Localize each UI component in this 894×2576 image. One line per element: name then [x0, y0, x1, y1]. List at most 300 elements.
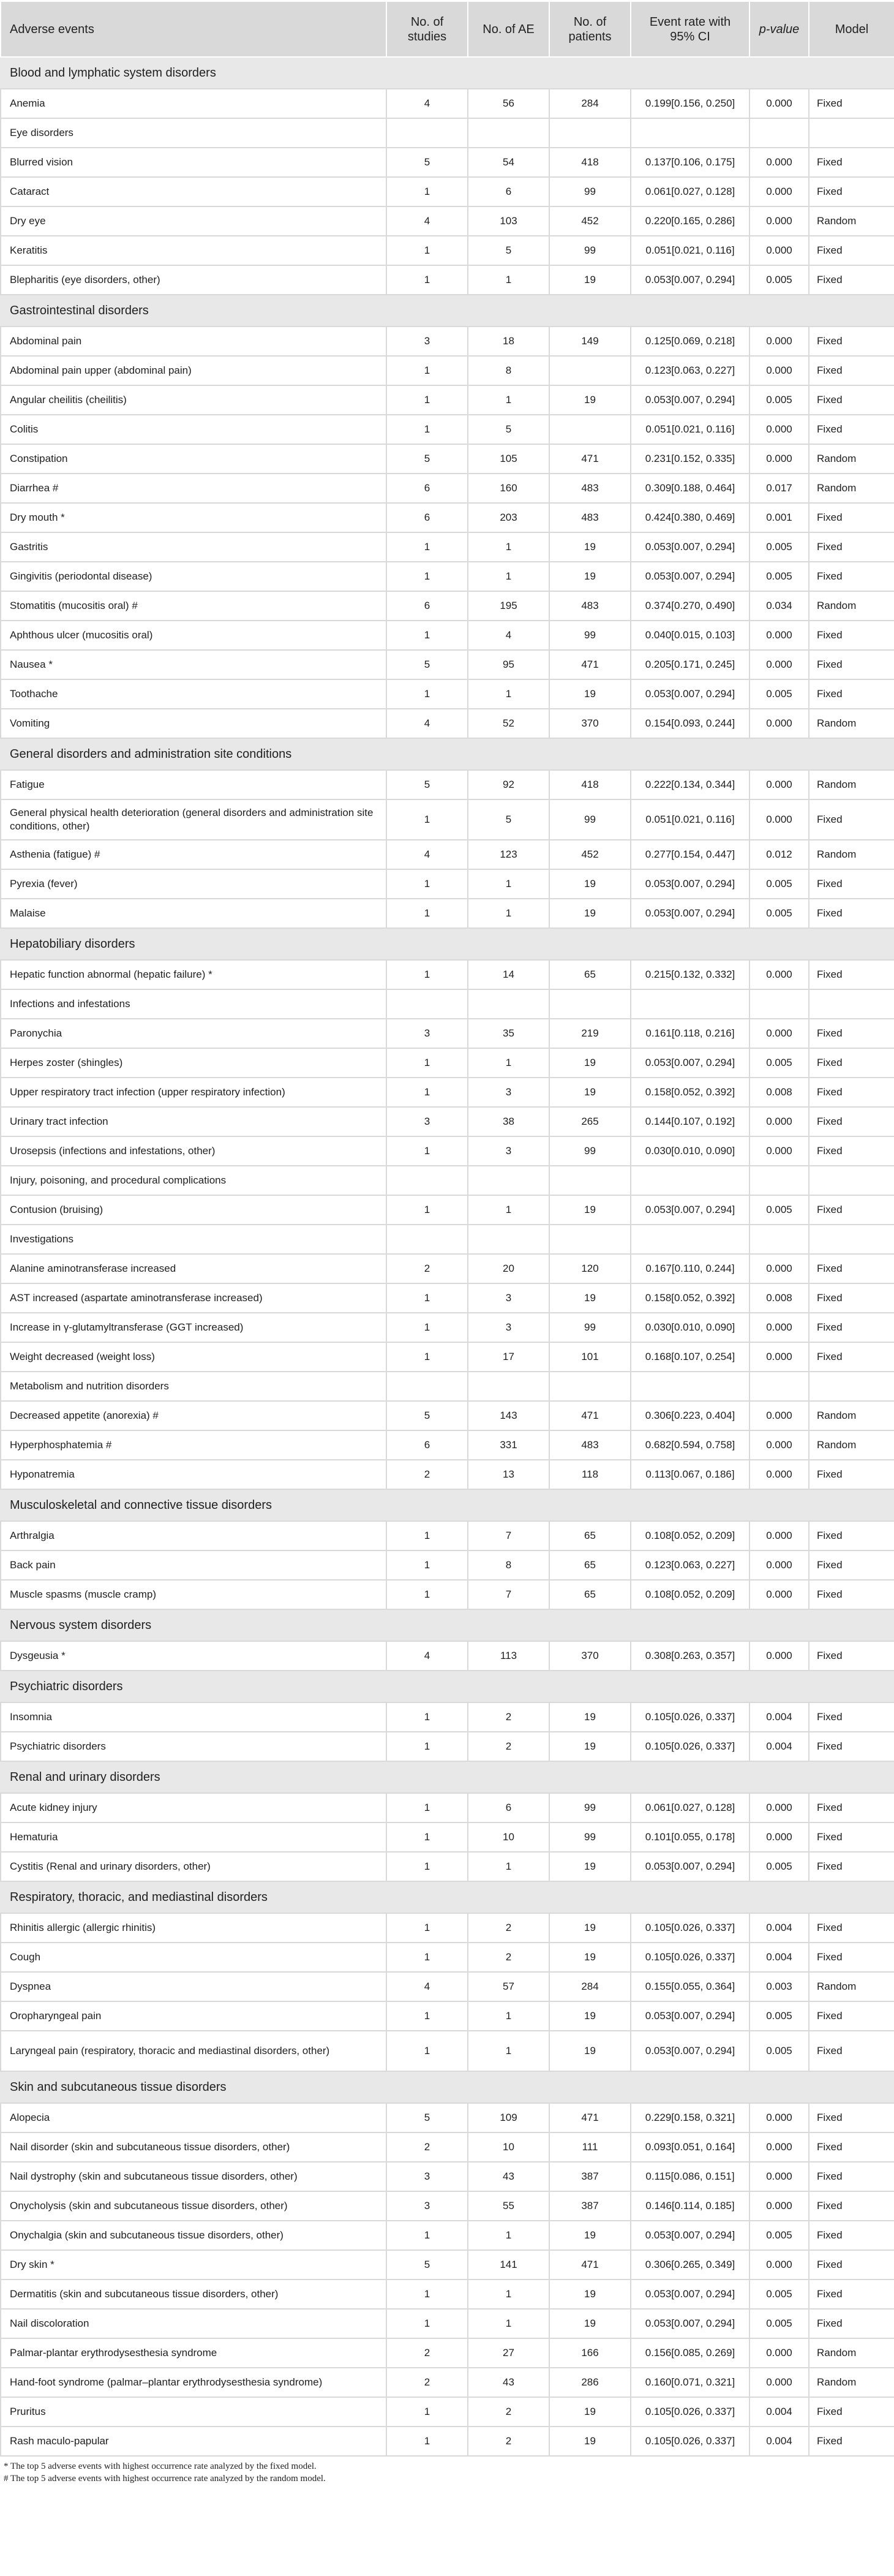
- table-row: [1, 2279, 894, 2309]
- cell-no-of-patients: 101: [549, 1342, 631, 1372]
- cell-no-of-studies: 1: [386, 1943, 468, 1972]
- cell-no-of-ae: 7: [468, 1521, 549, 1551]
- cell-p-value: 0.005: [749, 1195, 809, 1225]
- cell-adverse-event: Onycholysis (skin and subcutaneous tissue disorders, other): [1, 2191, 386, 2221]
- subcategory-label: Metabolism and nutrition disorders: [1, 1372, 386, 1401]
- cell-no-of-studies: 1: [386, 415, 468, 444]
- cell-event-rate: 0.308[0.263, 0.357]: [631, 1641, 749, 1671]
- table-row: [1, 1551, 894, 1580]
- table-row: [1, 2031, 894, 2071]
- cell-no-of-ae: 141: [468, 2250, 549, 2279]
- cell-model: Fixed: [809, 1195, 894, 1225]
- cell-p-value: 0.005: [749, 869, 809, 899]
- cell-no-of-ae: 2: [468, 1943, 549, 1972]
- cell-no-of-ae: 105: [468, 444, 549, 474]
- cell-model: Fixed: [809, 2191, 894, 2221]
- cell-adverse-event: Dry mouth *: [1, 503, 386, 532]
- cell-model: Fixed: [809, 1580, 894, 1609]
- cell-event-rate: 0.053[0.007, 0.294]: [631, 265, 749, 295]
- cell-no-of-ae: 1: [468, 1852, 549, 1881]
- cell-adverse-event: Nausea *: [1, 650, 386, 679]
- section-header-row: [1, 2071, 894, 2103]
- cell-no-of-studies: 3: [386, 327, 468, 356]
- cell-no-of-ae: 56: [468, 89, 549, 118]
- cell-no-of-ae: 2: [468, 1913, 549, 1943]
- cell-no-of-studies: 3: [386, 1019, 468, 1048]
- cell-model: Fixed: [809, 899, 894, 928]
- cell-event-rate: 0.374[0.270, 0.490]: [631, 591, 749, 621]
- cell-model: Fixed: [809, 1641, 894, 1671]
- cell-adverse-event: Abdominal pain: [1, 327, 386, 356]
- cell-adverse-event: Keratitis: [1, 236, 386, 265]
- cell-adverse-event: Hyperphosphatemia #: [1, 1430, 386, 1460]
- cell-no-of-ae: 331: [468, 1430, 549, 1460]
- cell-p-value: 0.003: [749, 1972, 809, 2001]
- footnote-fixed-model: * The top 5 adverse events with highest occurrence rate analyzed by the fixed model.: [4, 2461, 317, 2471]
- cell-no-of-patients: 19: [549, 1048, 631, 1078]
- cell-no-of-studies: 6: [386, 503, 468, 532]
- cell-event-rate: 0.061[0.027, 0.128]: [631, 177, 749, 206]
- cell-model: Random: [809, 1430, 894, 1460]
- cell-no-of-patients: 19: [549, 679, 631, 709]
- empty-cell: [631, 118, 749, 148]
- cell-no-of-studies: 1: [386, 1580, 468, 1609]
- table-row: [1, 2250, 894, 2279]
- cell-p-value: 0.000: [749, 1401, 809, 1430]
- cell-adverse-event: Onychalgia (skin and subcutaneous tissue disorders, other): [1, 2221, 386, 2250]
- cell-event-rate: 0.123[0.063, 0.227]: [631, 356, 749, 385]
- cell-model: Fixed: [809, 1702, 894, 1732]
- cell-no-of-studies: 3: [386, 1107, 468, 1136]
- cell-no-of-studies: 5: [386, 148, 468, 177]
- cell-model: Fixed: [809, 799, 894, 840]
- cell-model: Fixed: [809, 148, 894, 177]
- cell-no-of-patients: 19: [549, 2309, 631, 2338]
- cell-event-rate: 0.306[0.265, 0.349]: [631, 2250, 749, 2279]
- table-row: [1, 356, 894, 385]
- cell-no-of-patients: 387: [549, 2162, 631, 2191]
- table-row: [1, 1702, 894, 1732]
- cell-adverse-event: Urosepsis (infections and infestations, other): [1, 1136, 386, 1166]
- cell-event-rate: 0.053[0.007, 0.294]: [631, 899, 749, 928]
- cell-no-of-ae: 1: [468, 265, 549, 295]
- cell-event-rate: 0.053[0.007, 0.294]: [631, 869, 749, 899]
- cell-event-rate: 0.051[0.021, 0.116]: [631, 236, 749, 265]
- cell-no-of-patients: 19: [549, 869, 631, 899]
- cell-p-value: 0.005: [749, 385, 809, 415]
- cell-no-of-ae: 1: [468, 1195, 549, 1225]
- cell-no-of-ae: 2: [468, 1702, 549, 1732]
- empty-cell: [631, 1166, 749, 1195]
- cell-adverse-event: Dermatitis (skin and subcutaneous tissue disorders, other): [1, 2279, 386, 2309]
- cell-event-rate: 0.155[0.055, 0.364]: [631, 1972, 749, 2001]
- cell-event-rate: 0.053[0.007, 0.294]: [631, 385, 749, 415]
- cell-no-of-patients: 65: [549, 1580, 631, 1609]
- cell-event-rate: 0.215[0.132, 0.332]: [631, 960, 749, 989]
- cell-model: Fixed: [809, 1254, 894, 1283]
- cell-no-of-patients: 65: [549, 960, 631, 989]
- cell-no-of-patients: 483: [549, 503, 631, 532]
- cell-no-of-ae: 1: [468, 2279, 549, 2309]
- cell-adverse-event: Laryngeal pain (respiratory, thoracic and mediastinal disorders, other): [1, 2031, 386, 2071]
- table-row: [1, 1460, 894, 1489]
- table-row: [1, 2132, 894, 2162]
- cell-model: Fixed: [809, 1852, 894, 1881]
- cell-event-rate: 0.113[0.067, 0.186]: [631, 1460, 749, 1489]
- cell-p-value: 0.004: [749, 1702, 809, 1732]
- cell-p-value: 0.005: [749, 1048, 809, 1078]
- cell-no-of-patients: [549, 356, 631, 385]
- cell-event-rate: 0.682[0.594, 0.758]: [631, 1430, 749, 1460]
- cell-p-value: 0.005: [749, 2001, 809, 2031]
- cell-model: Fixed: [809, 503, 894, 532]
- section-header-label: Psychiatric disorders: [1, 1671, 894, 1702]
- cell-p-value: 0.000: [749, 770, 809, 799]
- cell-p-value: 0.005: [749, 679, 809, 709]
- cell-no-of-studies: 1: [386, 1342, 468, 1372]
- empty-cell: [549, 1372, 631, 1401]
- table-row: [1, 709, 894, 738]
- cell-no-of-studies: 5: [386, 2250, 468, 2279]
- cell-no-of-patients: 99: [549, 799, 631, 840]
- cell-no-of-studies: 1: [386, 899, 468, 928]
- table-row: [1, 1580, 894, 1609]
- cell-no-of-ae: 3: [468, 1313, 549, 1342]
- cell-adverse-event: Nail dystrophy (skin and subcutaneous tissue disorders, other): [1, 2162, 386, 2191]
- cell-model: Fixed: [809, 869, 894, 899]
- cell-adverse-event: Nail discoloration: [1, 2309, 386, 2338]
- cell-p-value: 0.005: [749, 532, 809, 562]
- cell-event-rate: 0.144[0.107, 0.192]: [631, 1107, 749, 1136]
- cell-p-value: 0.000: [749, 356, 809, 385]
- table-row: [1, 1793, 894, 1822]
- cell-event-rate: 0.061[0.027, 0.128]: [631, 1793, 749, 1822]
- cell-adverse-event: Malaise: [1, 899, 386, 928]
- subcategory-label: Investigations: [1, 1225, 386, 1254]
- cell-adverse-event: Nail disorder (skin and subcutaneous tissue disorders, other): [1, 2132, 386, 2162]
- cell-no-of-studies: 1: [386, 2031, 468, 2071]
- cell-p-value: 0.000: [749, 2103, 809, 2132]
- cell-event-rate: 0.231[0.152, 0.335]: [631, 444, 749, 474]
- cell-model: Fixed: [809, 1342, 894, 1372]
- cell-event-rate: 0.051[0.021, 0.116]: [631, 799, 749, 840]
- cell-p-value: 0.004: [749, 1732, 809, 1761]
- cell-no-of-patients: 471: [549, 2103, 631, 2132]
- cell-adverse-event: Pyrexia (fever): [1, 869, 386, 899]
- section-header-label: Blood and lymphatic system disorders: [1, 57, 894, 89]
- cell-adverse-event: Cough: [1, 1943, 386, 1972]
- cell-event-rate: 0.105[0.026, 0.337]: [631, 2427, 749, 2456]
- empty-cell: [809, 118, 894, 148]
- empty-cell: [468, 1372, 549, 1401]
- cell-model: Random: [809, 840, 894, 869]
- cell-no-of-patients: 19: [549, 265, 631, 295]
- cell-adverse-event: Arthralgia: [1, 1521, 386, 1551]
- cell-model: Fixed: [809, 1313, 894, 1342]
- cell-event-rate: 0.105[0.026, 0.337]: [631, 1732, 749, 1761]
- empty-cell: [386, 989, 468, 1019]
- cell-p-value: 0.000: [749, 2338, 809, 2368]
- cell-no-of-studies: 1: [386, 1852, 468, 1881]
- cell-adverse-event: Aphthous ulcer (mucositis oral): [1, 621, 386, 650]
- cell-adverse-event: Weight decreased (weight loss): [1, 1342, 386, 1372]
- cell-no-of-ae: 18: [468, 327, 549, 356]
- cell-no-of-patients: 418: [549, 148, 631, 177]
- cell-no-of-ae: 1: [468, 1048, 549, 1078]
- cell-no-of-ae: 7: [468, 1580, 549, 1609]
- cell-no-of-studies: 1: [386, 679, 468, 709]
- cell-model: Fixed: [809, 650, 894, 679]
- cell-no-of-ae: 1: [468, 2001, 549, 2031]
- cell-adverse-event: Colitis: [1, 415, 386, 444]
- cell-event-rate: 0.105[0.026, 0.337]: [631, 1702, 749, 1732]
- cell-event-rate: 0.309[0.188, 0.464]: [631, 474, 749, 503]
- table-row: [1, 899, 894, 928]
- cell-no-of-patients: 19: [549, 1913, 631, 1943]
- cell-event-rate: 0.158[0.052, 0.392]: [631, 1078, 749, 1107]
- cell-p-value: 0.000: [749, 327, 809, 356]
- cell-no-of-patients: 19: [549, 2279, 631, 2309]
- cell-no-of-studies: 1: [386, 2001, 468, 2031]
- cell-no-of-patients: 19: [549, 385, 631, 415]
- cell-no-of-patients: 99: [549, 1313, 631, 1342]
- cell-p-value: 0.000: [749, 1580, 809, 1609]
- cell-no-of-ae: 55: [468, 2191, 549, 2221]
- cell-no-of-ae: 20: [468, 1254, 549, 1283]
- cell-event-rate: 0.158[0.052, 0.392]: [631, 1283, 749, 1313]
- cell-adverse-event: Oropharyngeal pain: [1, 2001, 386, 2031]
- cell-p-value: 0.000: [749, 2368, 809, 2397]
- table-row: [1, 621, 894, 650]
- empty-cell: [549, 1166, 631, 1195]
- table-row: [1, 650, 894, 679]
- cell-no-of-studies: 6: [386, 1430, 468, 1460]
- cell-adverse-event: Acute kidney injury: [1, 1793, 386, 1822]
- cell-no-of-patients: 483: [549, 1430, 631, 1460]
- cell-no-of-patients: 99: [549, 177, 631, 206]
- section-header-label: Respiratory, thoracic, and mediastinal disorders: [1, 1881, 894, 1913]
- cell-no-of-studies: 1: [386, 1913, 468, 1943]
- cell-no-of-patients: 265: [549, 1107, 631, 1136]
- section-header-label: Gastrointestinal disorders: [1, 295, 894, 327]
- cell-model: Fixed: [809, 621, 894, 650]
- cell-adverse-event: Fatigue: [1, 770, 386, 799]
- cell-adverse-event: Hepatic function abnormal (hepatic failure) *: [1, 960, 386, 989]
- cell-adverse-event: Stomatitis (mucositis oral) #: [1, 591, 386, 621]
- cell-event-rate: 0.053[0.007, 0.294]: [631, 2001, 749, 2031]
- cell-no-of-studies: 2: [386, 1254, 468, 1283]
- header-no-of-ae: No. of AE: [468, 1, 549, 57]
- cell-p-value: 0.000: [749, 236, 809, 265]
- cell-no-of-patients: 483: [549, 474, 631, 503]
- cell-p-value: 0.000: [749, 2162, 809, 2191]
- cell-adverse-event: Vomiting: [1, 709, 386, 738]
- cell-adverse-event: Increase in γ-glutamyltransferase (GGT increased): [1, 1313, 386, 1342]
- cell-event-rate: 0.205[0.171, 0.245]: [631, 650, 749, 679]
- table-row: [1, 2368, 894, 2397]
- cell-adverse-event: Palmar-plantar erythrodysesthesia syndrome: [1, 2338, 386, 2368]
- cell-model: Fixed: [809, 1521, 894, 1551]
- empty-cell: [549, 989, 631, 1019]
- empty-cell: [386, 1225, 468, 1254]
- section-header-row: [1, 295, 894, 327]
- cell-no-of-patients: 471: [549, 2250, 631, 2279]
- cell-model: Random: [809, 444, 894, 474]
- section-header-label: General disorders and administration site conditions: [1, 738, 894, 770]
- cell-no-of-ae: 27: [468, 2338, 549, 2368]
- cell-no-of-ae: 1: [468, 2309, 549, 2338]
- cell-no-of-patients: 452: [549, 206, 631, 236]
- cell-no-of-patients: 65: [549, 1521, 631, 1551]
- cell-no-of-studies: 1: [386, 1048, 468, 1078]
- cell-no-of-ae: 109: [468, 2103, 549, 2132]
- cell-p-value: 0.000: [749, 1019, 809, 1048]
- cell-adverse-event: Dysgeusia *: [1, 1641, 386, 1671]
- cell-no-of-ae: 5: [468, 415, 549, 444]
- cell-no-of-studies: 5: [386, 1401, 468, 1430]
- cell-adverse-event: Toothache: [1, 679, 386, 709]
- cell-model: Fixed: [809, 327, 894, 356]
- cell-adverse-event: Blepharitis (eye disorders, other): [1, 265, 386, 295]
- table-row: [1, 1521, 894, 1551]
- cell-p-value: 0.001: [749, 503, 809, 532]
- cell-no-of-studies: 5: [386, 770, 468, 799]
- cell-no-of-patients: 19: [549, 1943, 631, 1972]
- cell-no-of-studies: 1: [386, 1732, 468, 1761]
- cell-no-of-studies: 1: [386, 1136, 468, 1166]
- table-row: [1, 1048, 894, 1078]
- cell-model: Fixed: [809, 236, 894, 265]
- cell-model: Fixed: [809, 177, 894, 206]
- cell-adverse-event: Pruritus: [1, 2397, 386, 2427]
- cell-no-of-ae: 35: [468, 1019, 549, 1048]
- table-row: [1, 1430, 894, 1460]
- cell-model: Fixed: [809, 1943, 894, 1972]
- cell-adverse-event: Insomnia: [1, 1702, 386, 1732]
- cell-model: Fixed: [809, 2001, 894, 2031]
- cell-event-rate: 0.220[0.165, 0.286]: [631, 206, 749, 236]
- cell-no-of-ae: 95: [468, 650, 549, 679]
- cell-no-of-studies: 1: [386, 621, 468, 650]
- cell-no-of-studies: 3: [386, 2191, 468, 2221]
- cell-no-of-ae: 1: [468, 869, 549, 899]
- section-header-row: [1, 1609, 894, 1641]
- cell-no-of-ae: 6: [468, 177, 549, 206]
- empty-cell: [749, 989, 809, 1019]
- cell-adverse-event: Constipation: [1, 444, 386, 474]
- empty-cell: [468, 118, 549, 148]
- cell-no-of-patients: 19: [549, 1852, 631, 1881]
- cell-event-rate: 0.115[0.086, 0.151]: [631, 2162, 749, 2191]
- cell-model: Fixed: [809, 2162, 894, 2191]
- empty-cell: [809, 989, 894, 1019]
- cell-no-of-patients: 19: [549, 2031, 631, 2071]
- table-row: [1, 1078, 894, 1107]
- cell-event-rate: 0.030[0.010, 0.090]: [631, 1313, 749, 1342]
- cell-model: Fixed: [809, 415, 894, 444]
- table-row: [1, 2103, 894, 2132]
- cell-no-of-studies: 1: [386, 869, 468, 899]
- cell-no-of-patients: 118: [549, 1460, 631, 1489]
- cell-event-rate: 0.154[0.093, 0.244]: [631, 709, 749, 738]
- table-row: [1, 2162, 894, 2191]
- cell-no-of-ae: 195: [468, 591, 549, 621]
- section-header-row: [1, 1881, 894, 1913]
- cell-no-of-patients: 19: [549, 1702, 631, 1732]
- cell-adverse-event: Decreased appetite (anorexia) #: [1, 1401, 386, 1430]
- cell-adverse-event: Gastritis: [1, 532, 386, 562]
- adverse-events-table: [0, 1, 894, 2457]
- cell-no-of-patients: 284: [549, 1972, 631, 2001]
- cell-p-value: 0.034: [749, 591, 809, 621]
- table-row: [1, 1943, 894, 1972]
- table-row: [1, 679, 894, 709]
- cell-adverse-event: Alanine aminotransferase increased: [1, 1254, 386, 1283]
- cell-no-of-ae: 2: [468, 1732, 549, 1761]
- table-row: [1, 474, 894, 503]
- cell-event-rate: 0.108[0.052, 0.209]: [631, 1521, 749, 1551]
- cell-p-value: 0.000: [749, 1551, 809, 1580]
- cell-no-of-patients: 19: [549, 899, 631, 928]
- cell-no-of-studies: 2: [386, 2132, 468, 2162]
- cell-no-of-studies: 2: [386, 1460, 468, 1489]
- table-row: [1, 562, 894, 591]
- cell-p-value: 0.000: [749, 650, 809, 679]
- cell-adverse-event: Hyponatremia: [1, 1460, 386, 1489]
- cell-p-value: 0.008: [749, 1283, 809, 1313]
- cell-event-rate: 0.123[0.063, 0.227]: [631, 1551, 749, 1580]
- cell-no-of-studies: 1: [386, 356, 468, 385]
- cell-p-value: 0.004: [749, 1943, 809, 1972]
- table-row: [1, 1401, 894, 1430]
- cell-no-of-patients: 471: [549, 650, 631, 679]
- cell-p-value: 0.005: [749, 2031, 809, 2071]
- cell-no-of-ae: 1: [468, 385, 549, 415]
- cell-no-of-studies: 1: [386, 562, 468, 591]
- cell-no-of-patients: 219: [549, 1019, 631, 1048]
- cell-event-rate: 0.424[0.380, 0.469]: [631, 503, 749, 532]
- cell-event-rate: 0.101[0.055, 0.178]: [631, 1822, 749, 1852]
- table-row: [1, 503, 894, 532]
- empty-cell: [809, 1166, 894, 1195]
- cell-no-of-patients: 471: [549, 444, 631, 474]
- cell-no-of-ae: 1: [468, 899, 549, 928]
- cell-event-rate: 0.146[0.114, 0.185]: [631, 2191, 749, 2221]
- cell-adverse-event: Contusion (bruising): [1, 1195, 386, 1225]
- section-header-row: [1, 1761, 894, 1793]
- cell-model: Fixed: [809, 562, 894, 591]
- cell-no-of-studies: 1: [386, 1521, 468, 1551]
- cell-adverse-event: Herpes zoster (shingles): [1, 1048, 386, 1078]
- cell-p-value: 0.000: [749, 415, 809, 444]
- cell-p-value: 0.005: [749, 2221, 809, 2250]
- cell-adverse-event: Back pain: [1, 1551, 386, 1580]
- cell-model: Random: [809, 2368, 894, 2397]
- cell-adverse-event: Dry skin *: [1, 2250, 386, 2279]
- cell-event-rate: 0.053[0.007, 0.294]: [631, 532, 749, 562]
- cell-p-value: 0.000: [749, 2132, 809, 2162]
- table-row: [1, 236, 894, 265]
- cell-p-value: 0.008: [749, 1078, 809, 1107]
- cell-no-of-studies: 1: [386, 1195, 468, 1225]
- cell-no-of-patients: [549, 415, 631, 444]
- cell-adverse-event: Anemia: [1, 89, 386, 118]
- header-model: Model: [809, 1, 894, 57]
- table-row: [1, 1342, 894, 1372]
- cell-no-of-ae: 38: [468, 1107, 549, 1136]
- cell-adverse-event: Dyspnea: [1, 1972, 386, 2001]
- cell-no-of-patients: 19: [549, 2397, 631, 2427]
